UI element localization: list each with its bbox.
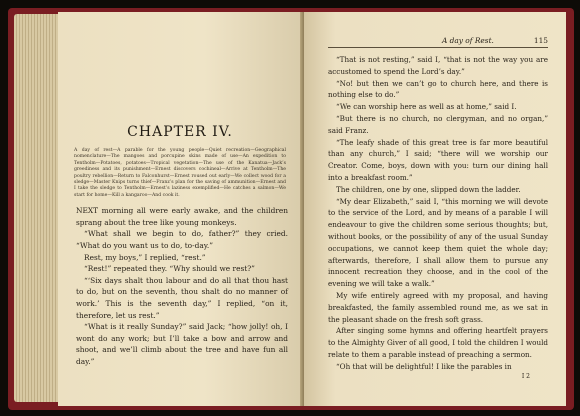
left-paragraph: Rest, my boys,” I replied, “rest.” <box>84 252 206 262</box>
left-paragraph: “What is it really Sunday?” said Jack; “how jolly! oh, I wont do any work; but I’ll take a bow and arrow and shoot, and we’ll climb about the tree and have fun all day.” <box>76 322 288 366</box>
right-paragraph: “The leafy shade of this great tree is far more beautiful than any church,” I said; “there will we worship our Creator. Come, boys, down with you: turn our dining hall into a breakfast room.” <box>328 137 548 182</box>
right-paragraph: “No! but then we can’t go to church here, and there is nothing else to do.” <box>328 78 548 100</box>
page-edges <box>14 14 62 402</box>
right-paragraph: “We can worship here as well as at home,” said I. <box>336 102 517 112</box>
right-paragraph: After singing some hymns and offering heartfelt prayers to the Almighty Giver of all good, I told the children I would relate to them a parable instead of preaching a sermon. <box>328 326 548 359</box>
left-paragraph: “What shall we begin to do, father?” they cried. “What do you want us to do, to-day.” <box>76 229 288 251</box>
right-paragraph: The children, one by one, slipped down the ladder. <box>336 184 521 194</box>
running-head <box>328 36 548 48</box>
right-page <box>304 12 566 406</box>
chapter-heading: CHAPTER IV. <box>127 124 233 140</box>
signature-mark: I 2 <box>521 372 530 380</box>
right-paragraph: “But there is no church, no clergyman, and no organ,” said Franz. <box>328 113 548 135</box>
right-paragraph: “My dear Elizabeth,” said I, “this morning we will devote to the service of the Lord, and by means of a parable I will endeavour to give the children some serious thoughts; but, without books, or the possibility of any of the usual Sunday occupations, we cannot keep them quiet the whole day; afterwards, therefore, I shall allow them to pursue any innocent recreation they choose, and in the cool of the evening we will take a walk.” <box>328 196 548 289</box>
left-paragraph: “Rest!” repeated they. “Why should we rest?” <box>84 264 255 274</box>
right-paragraph: “Oh that will be delightful! I like the parables in <box>336 361 512 371</box>
left-paragraph: “‘Six days shalt thou labour and do all that thou hast to do, but on the seventh, thou shalt do no manner of work.’ This is the seventh day,” I replied, “on it, therefore, let us rest.” <box>76 275 288 320</box>
left-page <box>58 12 302 406</box>
page-number: 115 <box>533 36 548 45</box>
chapter-synopsis: A day of rest—A parable for the young people—Quiet recreation—Geographical nomenclature—The mangoes and porcupine skins made of use—An expedition to Tentholm—Potatoes, potatoes—Tropical vegetation—The use of the Kanatua—Jack’s greediness and its punishment—Ernest discovers cochineal—Arrive at Tentholm—The poultry rebellion—Return to Falconhurst—Ernest roused out early—We collect wood for a sledge—Master Knips turns thief—Franz’s plan for the saving of ammunition—Ernest and I take the sledge to Tentholm—Ernest’s laziness exemplified—He catches a salmon—We start for home—Kill a kangaroo—And cook it. <box>74 148 286 198</box>
right-paragraph: “That is not resting,” said I, “that is not the way you are accustomed to spend the Lord’s day.” <box>328 55 548 76</box>
left-body-text <box>76 205 288 367</box>
left-paragraph: NEXT morning all were early awake, and the children sprang about the tree like young monkeys. <box>76 206 288 227</box>
running-title: A day of Rest. <box>441 36 494 45</box>
right-body-text <box>328 54 548 373</box>
right-paragraph: My wife entirely agreed with my proposal, and having breakfasted, the family assembled round me, as we sat in the pleasant shade on the fresh soft grass. <box>328 290 548 324</box>
